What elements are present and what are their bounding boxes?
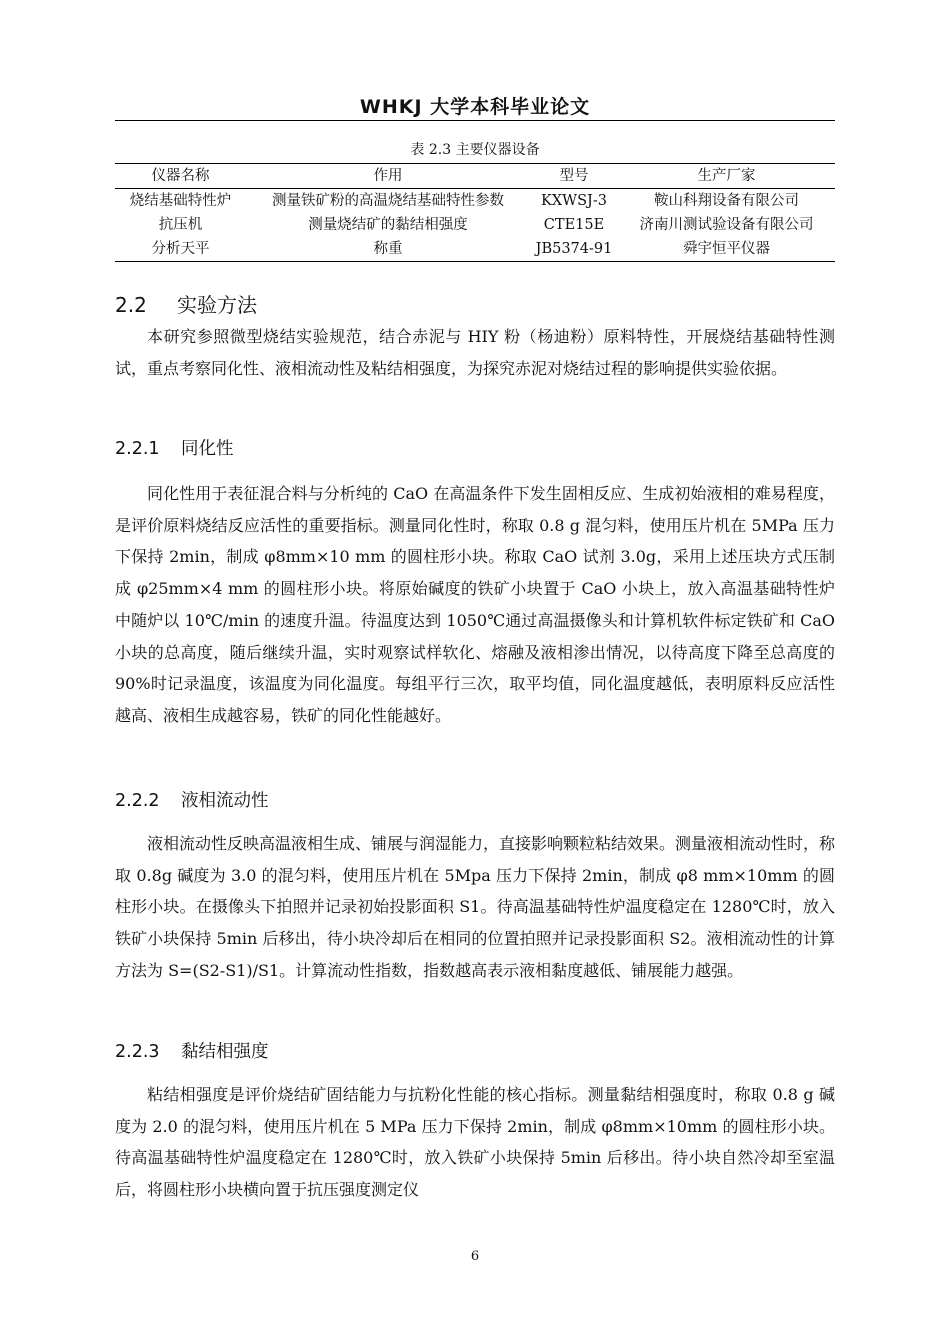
table-caption: 表 2.3 主要仪器设备	[410, 142, 540, 158]
table-cell: 测量烧结矿的黏结相强度	[308, 217, 468, 233]
section-heading-2-2-2	[115, 787, 269, 812]
section-title: 黏结相强度	[181, 1042, 269, 1062]
paragraph-2-2-3: 粘结相强度是评价烧结矿固结能力与抗粉化性能的核心指标。测量黏结相强度时，称取 0.8 g 碱度为 2.0 的混匀料，使用压片机在 5 MPa 压力下保持 2min，制成 φ8mm×10mm 的圆柱形小块。待高温基础特性炉温度稳定在 1280℃时，放入铁矿小块保持 5min 后移出。待小块自然冷却至室温后，将圆柱形小块横向置于抗压强度测定仪	[115, 1085, 835, 1200]
table-cell: CTE15E	[543, 217, 605, 233]
column-header: 型号	[559, 168, 589, 184]
running-header: WHKJ 大学本科毕业论文	[359, 96, 591, 118]
table-row	[115, 237, 835, 262]
table-header-row	[115, 164, 835, 189]
column-header: 作用	[373, 168, 403, 184]
table-row	[115, 213, 835, 237]
section-number: 2.2	[115, 293, 147, 317]
table-cell: 鞍山科翔设备有限公司	[654, 193, 799, 209]
section-title: 实验方法	[177, 293, 257, 317]
paragraph-2-2: 本研究参照微型烧结实验规范，结合赤泥与 HIY 粉（杨迪粉）原料特性，开展烧结基础特性测试，重点考察同化性、液相流动性及粘结相强度，为探究赤泥对烧结过程的影响提供实验依据。	[115, 327, 835, 378]
column-header: 仪器名称	[151, 168, 210, 184]
table-row	[115, 189, 835, 214]
equipment-table	[115, 163, 835, 262]
table-cell: 测量铁矿粉的高温烧结基础特性参数	[272, 193, 504, 209]
column-header: 生产厂家	[697, 168, 756, 184]
header-rule	[115, 120, 835, 121]
section-heading-2-2	[115, 289, 257, 318]
table-cell: 分析天平	[151, 241, 210, 257]
section-number: 2.2.1	[115, 439, 160, 459]
section-number: 2.2.2	[115, 791, 160, 811]
table-cell: 烧结基础特性炉	[129, 193, 232, 209]
table-cell: KXWSJ-3	[541, 193, 607, 209]
section-heading-2-2-3	[115, 1038, 269, 1063]
table-cell: 舜宇恒平仪器	[683, 241, 770, 257]
page-number: 6	[470, 1249, 480, 1264]
table-cell: 济南川测试验设备有限公司	[639, 217, 814, 233]
section-number: 2.2.3	[115, 1042, 160, 1062]
table-cell: JB5374-91	[535, 241, 613, 257]
table-cell: 称重	[373, 241, 403, 257]
paragraph-2-2-2: 液相流动性反映高温液相生成、铺展与润湿能力，直接影响颗粒粘结效果。测量液相流动性时，称取 0.8g 碱度为 3.0 的混匀料，使用压片机在 5Mpa 压力下保持 2min，制成 φ8 mm×10mm 的圆柱形小块。在摄像头下拍照并记录初始投影面积 S1。待高温基础特性炉温度稳定在 1280℃时，放入铁矿小块保持 5min 后移出，待小块冷却后在相同的位置拍照并记录投影面积 S2。液相流动性的计算方法为 S=(S2-S1)/S1。计算流动性指数，指数越高表示液相黏度越低、铺展能力越强。	[115, 834, 836, 980]
section-title: 液相流动性	[181, 791, 269, 811]
table-cell: 抗压机	[158, 217, 203, 233]
section-title: 同化性	[181, 439, 234, 459]
paragraph-2-2-1: 同化性用于表征混合料与分析纯的 CaO 在高温条件下发生固相反应、生成初始液相的难易程度，是评价原料烧结反应活性的重要指标。测量同化性时，称取 0.8 g 混匀料，使用压片机在 5MPa 压力下保持 2min，制成 φ8mm×10 mm 的圆柱形小块。称取 CaO 试剂 3.0g，采用上述压块方式压制成 φ25mm×4 mm 的圆柱形小块。将原始碱度的铁矿小块置于 CaO 小块上，放入高温基础特性炉中随炉以 10℃/min 的速度升温。待温度达到 1050℃通过高温摄像头和计算机软件标定铁矿和 CaO 小块的总高度，随后继续升温，实时观察试样软化、熔融及液相渗出情况，以待高度下降至总高度的 90%时记录温度，该温度为同化温度。每组平行三次，取平均值，同化温度越低，表明原料反应活性越高、液相生成越容易，铁矿的同化性能越好。	[115, 484, 835, 725]
section-heading-2-2-1	[115, 435, 234, 460]
